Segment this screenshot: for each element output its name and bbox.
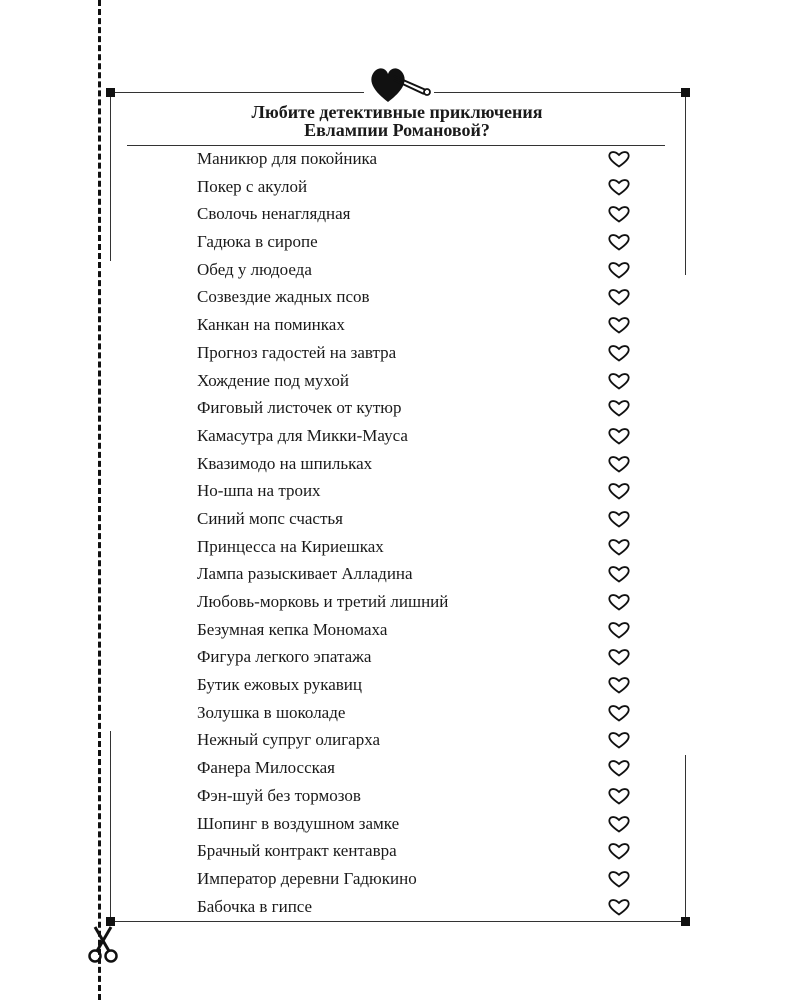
heart-outline-icon[interactable] <box>607 538 631 556</box>
heart-with-safety-pin-icon <box>364 58 434 106</box>
book-title: Покер с акулой <box>197 176 308 196</box>
book-title: Но-шпа на троих <box>197 481 321 501</box>
book-title: Безумная кепка Мономаха <box>197 619 388 639</box>
list-item <box>197 588 647 616</box>
heart-outline-icon[interactable] <box>607 233 631 251</box>
frame-corner <box>106 88 115 97</box>
heart-outline-icon[interactable] <box>607 399 631 417</box>
book-title: Фигура легкого эпатажа <box>197 647 372 667</box>
list-item <box>197 422 647 450</box>
heart-outline-icon[interactable] <box>607 316 631 334</box>
list-item <box>197 505 647 533</box>
list-item <box>197 893 647 921</box>
list-item <box>197 228 647 256</box>
heart-outline-icon[interactable] <box>607 787 631 805</box>
heart-outline-icon[interactable] <box>607 455 631 473</box>
frame-corner <box>681 917 690 926</box>
list-item <box>197 726 647 754</box>
heart-outline-icon[interactable] <box>607 288 631 306</box>
list-item <box>197 616 647 644</box>
heart-outline-icon[interactable] <box>607 427 631 445</box>
book-title: Камасутра для Микки-Мауса <box>197 425 408 445</box>
list-item <box>197 671 647 699</box>
book-title: Лампа разыскивает Алладина <box>197 564 413 584</box>
list-item <box>197 865 647 893</box>
list-item <box>197 173 647 201</box>
list-item <box>197 367 647 395</box>
book-title: Фанера Милосская <box>197 758 335 778</box>
frame-corner <box>106 917 115 926</box>
list-item <box>197 256 647 284</box>
list-item <box>197 643 647 671</box>
book-title: Император деревни Гадюкино <box>197 868 417 888</box>
book-title: Принцесса на Кириешках <box>197 536 384 556</box>
book-title: Фиговый листочек от кутюр <box>197 398 402 418</box>
book-title: Квазимодо на шпильках <box>197 453 373 473</box>
list-item <box>197 837 647 865</box>
heart-outline-icon[interactable] <box>607 150 631 168</box>
title-line-1: Любите детективные приключения <box>251 102 543 122</box>
list-item <box>197 810 647 838</box>
list-item <box>197 699 647 727</box>
book-title: Золушка в шоколаде <box>197 702 346 722</box>
heart-outline-icon[interactable] <box>607 565 631 583</box>
list-item <box>197 200 647 228</box>
heart-outline-icon[interactable] <box>607 704 631 722</box>
frame-corner <box>681 88 690 97</box>
heart-outline-icon[interactable] <box>607 510 631 528</box>
list-item <box>197 339 647 367</box>
book-title: Бутик ежовых рукавиц <box>197 675 362 695</box>
book-title: Бабочка в гипсе <box>197 896 313 916</box>
book-title: Фэн-шуй без тормозов <box>197 785 361 805</box>
book-title: Сволочь ненаглядная <box>197 204 351 224</box>
title-line-2: Евлампии Романовой? <box>304 120 490 140</box>
heart-outline-icon[interactable] <box>607 759 631 777</box>
book-title: Синий мопс счастья <box>197 508 343 528</box>
heart-outline-icon[interactable] <box>607 815 631 833</box>
heart-outline-icon[interactable] <box>607 482 631 500</box>
book-title: Прогноз гадостей на завтра <box>197 342 397 362</box>
page-title <box>110 103 684 139</box>
book-title: Шопинг в воздушном замке <box>197 813 400 833</box>
book-title: Гадюка в сиропе <box>197 232 318 252</box>
frame-gap <box>682 275 688 755</box>
book-title: Брачный контракт кентавра <box>197 841 397 861</box>
list-item <box>197 145 647 173</box>
list-item <box>197 477 647 505</box>
heart-outline-icon[interactable] <box>607 870 631 888</box>
heart-outline-icon[interactable] <box>607 898 631 916</box>
frame-gap <box>108 261 114 731</box>
heart-outline-icon[interactable] <box>607 178 631 196</box>
list-item <box>197 311 647 339</box>
heart-outline-icon[interactable] <box>607 842 631 860</box>
book-title: Созвездие жадных псов <box>197 287 370 307</box>
heart-outline-icon[interactable] <box>607 261 631 279</box>
cut-line <box>98 0 101 1000</box>
heart-outline-icon[interactable] <box>607 648 631 666</box>
book-title: Маникюр для покойника <box>197 149 378 168</box>
list-item <box>197 754 647 782</box>
book-title: Обед у людоеда <box>197 259 312 279</box>
heart-outline-icon[interactable] <box>607 593 631 611</box>
book-title: Нежный супруг олигарха <box>197 730 381 750</box>
book-title: Любовь-морковь и третий лишний <box>197 592 449 611</box>
heart-outline-icon[interactable] <box>607 205 631 223</box>
heart-outline-icon[interactable] <box>607 676 631 694</box>
scissors-icon <box>86 925 120 965</box>
list-item <box>197 560 647 588</box>
heart-outline-icon[interactable] <box>607 344 631 362</box>
list-item <box>197 533 647 561</box>
book-checklist <box>197 145 647 920</box>
list-item <box>197 782 647 810</box>
heart-outline-icon[interactable] <box>607 372 631 390</box>
list-item <box>197 394 647 422</box>
heart-outline-icon[interactable] <box>607 621 631 639</box>
book-title: Канкан на поминках <box>197 315 345 335</box>
book-title: Хождение под мухой <box>197 370 349 390</box>
list-item <box>197 450 647 478</box>
list-item <box>197 283 647 311</box>
heart-outline-icon[interactable] <box>607 731 631 749</box>
